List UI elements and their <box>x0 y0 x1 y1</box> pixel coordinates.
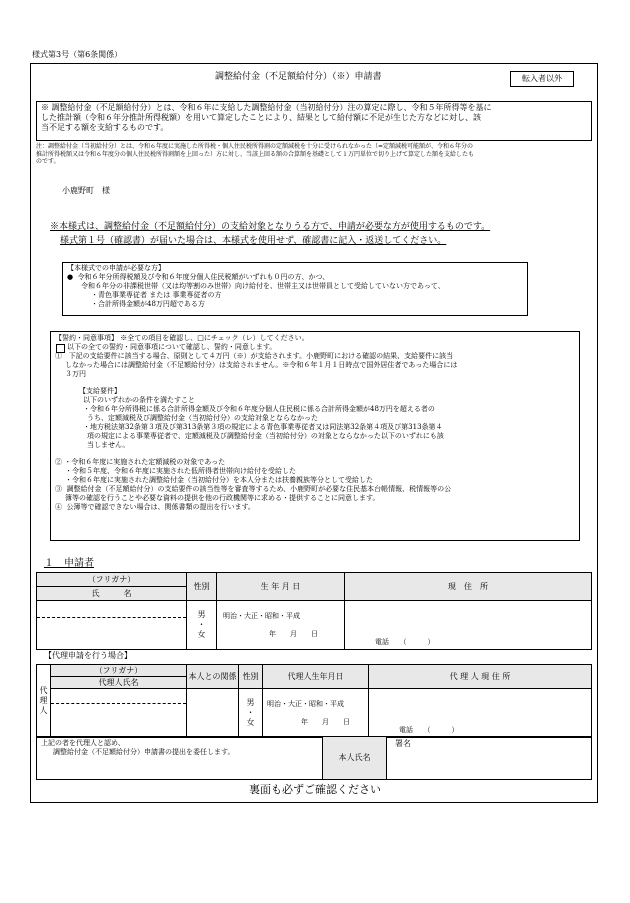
required-line: 令和６年分所得税額及び令和６年度分個人住民税額がいずれも０円の方、かつ、 <box>77 273 330 281</box>
applicant-section-title: １ 申請者 <box>44 558 94 569</box>
form-title: 調整給付金（不足額給付分）（※）申請書 <box>215 72 382 82</box>
notice-line: ※ 調整給付金（不足額給付分）とは、令和６年に支給した調整給付金（当初給付分）注の算定に際し、令和５年所得等を基に <box>41 103 492 112</box>
male-option[interactable]: 男 <box>246 698 255 707</box>
name-header: 氏 名 <box>37 587 187 601</box>
form-number: 様式第3号（第6条関係） <box>32 50 123 59</box>
instruction-line: ※本様式は、調整給付金（不足額給付分）の支給対象となりうる方で、申請が必要な方が使用するものです。 <box>50 222 491 232</box>
birthdate-cell[interactable] <box>217 601 345 650</box>
proxy-sex-header: 性別 <box>239 665 263 689</box>
requirement-line: 以下のいずれかの条件を満たすこと <box>83 396 195 404</box>
notice-box <box>36 101 592 141</box>
proxy-furigana-input[interactable] <box>51 689 186 704</box>
pledge-line: 公簿等で確認できない場合は、関係書類の提出を行います。 <box>66 503 255 511</box>
proxy-furigana-header: （フリガナ） <box>51 665 187 677</box>
name-input[interactable] <box>37 618 186 649</box>
delegation-table <box>36 736 592 780</box>
pledge-line: ・令和６年度に実施された調整給付金（当初給付分）を本人分または扶養親族等分として受給した <box>65 476 373 484</box>
male-option[interactable]: 男 <box>197 610 206 619</box>
item-number: ① <box>55 352 62 360</box>
pledge-line: しなかった場合には調整給付金（不足額給付分）は支給されません。※令和６年１月１日時点で国外居住者であった場合には <box>65 361 458 369</box>
birth-header: 生 年 月 日 <box>217 573 345 601</box>
female-option[interactable]: 女 <box>197 630 206 639</box>
ymd-label: 年 月 日 <box>301 718 350 726</box>
delegation-line: 上記の者を代理人と認め、 <box>41 739 125 747</box>
requirement-line: うち、定額減税及び調整給付金（当初給付分）の支給対象とならなかった <box>87 414 318 422</box>
required-line: ・青色事業専従者 または 事業専従者の方 <box>91 291 222 299</box>
name-cell[interactable] <box>37 601 187 650</box>
footnote-line: 注：調整給付金（当初給付分）とは、令和６年度に実施した所得税・個人住民税所得割の定額減税を十分に受けられなかった（=定額減税可能額が、令和６年分の <box>36 143 474 150</box>
item-number: ③ <box>55 485 62 493</box>
phone-label: 電話 （ ） <box>375 638 435 646</box>
checkbox-label: 以下の全ての誓約・同意事項について確認し、誓約・同意します。 <box>67 343 277 351</box>
requirement-line: ・地方税法第32条第３項及び第313条第３項の規定による青色事業専従者又は同法第32条第４項及び第313条第４ <box>83 423 443 431</box>
pledge-line: ・令和６年度に実施された定額減税の対象であった <box>64 458 226 466</box>
bullet-icon: ● <box>67 273 74 281</box>
pledge-line: 下記の支給要件に該当する場合、原則として４万円（※）が支給されます。小鹿野町における確認の結果、支給要件に該当 <box>68 352 454 360</box>
footnote-line: のです。 <box>36 158 60 165</box>
ymd-label: 年 月 日 <box>269 630 318 638</box>
proxy-birthdate-cell[interactable] <box>263 689 369 738</box>
phone-label: 電話 （ ） <box>399 726 459 734</box>
address-cell[interactable] <box>345 601 592 650</box>
pledge-box <box>50 331 580 541</box>
principal-name-label: 本人氏名 <box>323 737 387 780</box>
notice-line: 当不足する額を支給するものです。 <box>41 123 169 132</box>
required-heading: 【本様式での申請が必要な方】 <box>67 264 165 272</box>
proxy-side-label: 代理人 <box>37 665 51 738</box>
era-options[interactable]: 明治・大正・昭和・平成 <box>223 612 300 620</box>
proxy-address-cell[interactable] <box>369 689 592 738</box>
instruction-line: 様式第１号（確認書）が届いた場合は、本様式を使用せず、確認書に記入・返送してください。 <box>60 236 447 246</box>
proxy-name-cell[interactable] <box>51 689 187 738</box>
agree-checkbox[interactable] <box>56 344 65 353</box>
pledge-line: ・令和５年度、令和６年度に実施された低所得者世帯向け給付を受給した <box>65 467 296 475</box>
relation-header: 本人との関係 <box>187 665 239 689</box>
required-box <box>62 262 528 316</box>
pledge-line: 簿等の確認を行うことや必要な資料の提供を他の行政機関等に求める・提供することに同意します。 <box>65 494 380 502</box>
back-notice: 裏面も必ずご確認ください <box>249 783 381 796</box>
furigana-header: （フリガナ） <box>37 573 187 587</box>
proxy-name-input[interactable] <box>51 704 186 737</box>
notice-line: した推計額（令和６年分推計所得税額）を用いて算定したことにより、結果として給付額に不足が生じた方などに対し、該 <box>41 113 481 122</box>
pledge-line: 調整給付金（不足額給付分）の支給要件の該当性等を審査等するため、小鹿野町が必要な住民基本台帳情報、税情報等の公 <box>66 485 452 493</box>
delegation-text <box>37 737 323 780</box>
proxy-birth-header: 代理人生年月日 <box>263 665 369 689</box>
requirement-line: 当しません。 <box>87 441 130 449</box>
requirement-line: ・令和６年分所得税に係る合計所得金額及び令和６年度分個人住民税に係る合計所得金額が48万円を超える者の <box>83 405 435 413</box>
required-line: 令和６年分の非課税世帯（又は均等割のみ世帯）向け給付を、世帯主又は世帯員として受給していない方であって、 <box>81 282 445 290</box>
addressee: 小鹿野町 様 <box>62 186 110 195</box>
era-options[interactable]: 明治・大正・昭和・平成 <box>267 700 344 708</box>
proxy-table <box>36 664 592 738</box>
proxy-sex-cell[interactable]: 男 ・ 女 <box>239 689 263 738</box>
delegation-line: 調整給付金（不足額給付分）申請書の提出を委任します。 <box>53 748 235 756</box>
address-header: 現 住 所 <box>345 573 592 601</box>
female-option[interactable]: 女 <box>246 718 255 727</box>
signature-cell[interactable] <box>387 737 592 780</box>
transfer-badge: 転入者以外 <box>510 71 574 87</box>
footnote <box>36 143 592 166</box>
item-number: ④ <box>55 503 62 511</box>
required-line: ・合計所得金額が48万円超である方 <box>91 300 205 308</box>
applicant-table <box>36 572 592 650</box>
proxy-heading: 【代理申請を行う場合】 <box>44 651 132 660</box>
pledge-heading: 【誓約・同意事項】 ※全ての項目を確認し、□にチェック（レ）してください。 <box>55 334 309 342</box>
requirement-heading: 【支給要件】 <box>79 387 121 395</box>
sex-header: 性別 <box>187 573 217 601</box>
furigana-input[interactable] <box>37 601 186 618</box>
relation-input[interactable] <box>187 689 239 738</box>
proxy-name-header: 代理人氏名 <box>51 677 187 689</box>
footnote-line: 推計所得税額又は令和６年度分の個人住民税所得割額を上回った）方に対し、当該上回る額の合算額を基礎として１万円単位で切り上げて算定した額を支給したも <box>36 150 475 158</box>
signature-label: 署名 <box>395 739 411 748</box>
proxy-address-header: 代 理 人 現 住 所 <box>369 665 592 689</box>
pledge-line: ３万円 <box>65 370 86 378</box>
sex-cell[interactable]: 男 ・ 女 <box>187 601 217 650</box>
requirement-line: 項の規定による事業専従者で、定額減税及び調整給付金（当初給付分）の対象とならなかった以下のいずれにも該 <box>87 432 444 440</box>
item-number: ② <box>55 458 62 466</box>
